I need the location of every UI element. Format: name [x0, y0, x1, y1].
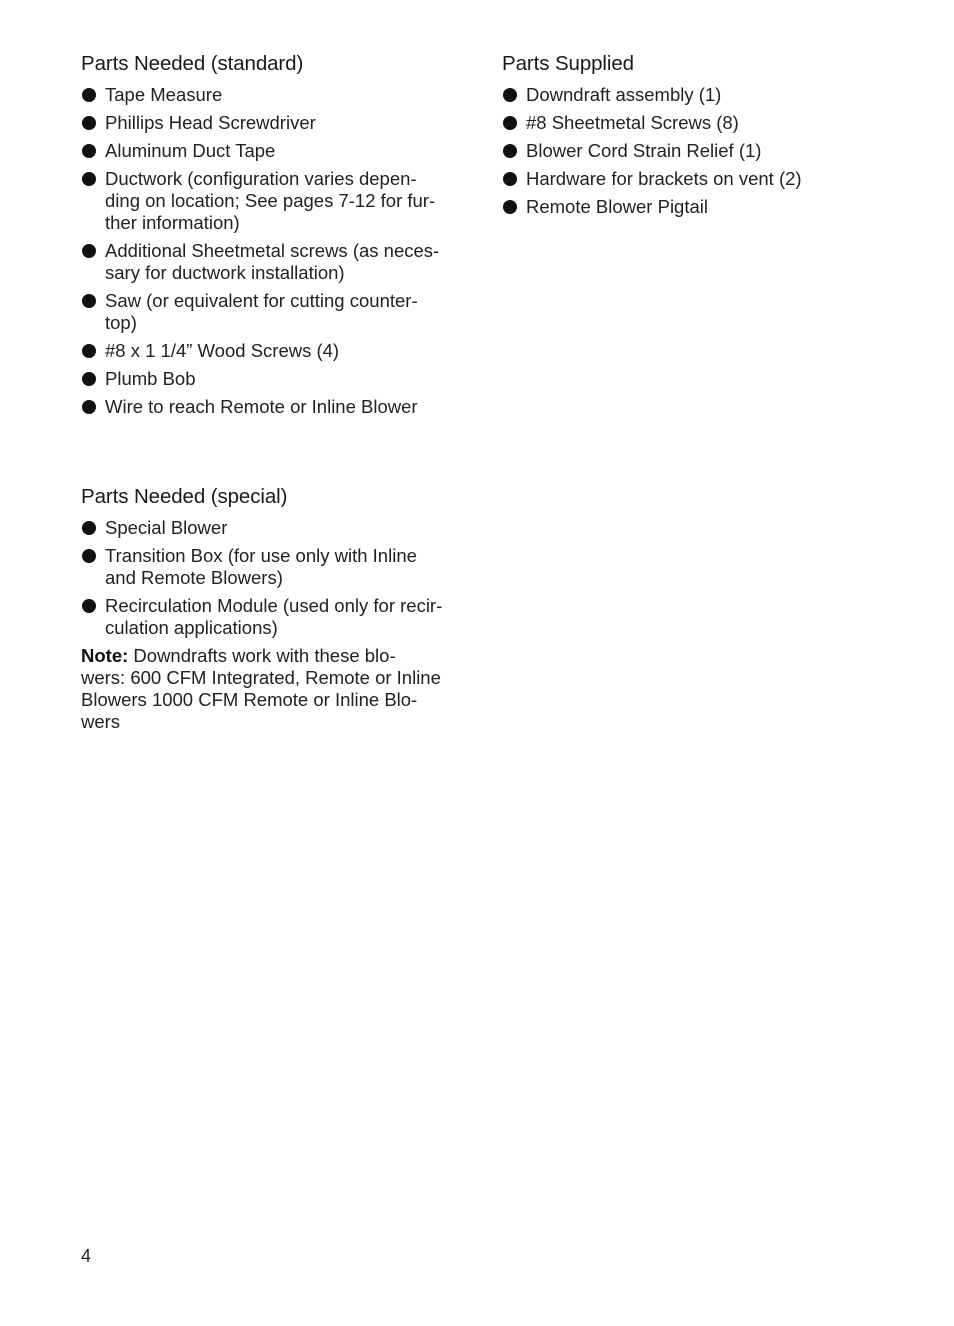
- bullet-icon: [503, 144, 517, 158]
- list-item-text: Blower Cord Strain Relief (1): [526, 140, 762, 161]
- list-item: [502, 84, 902, 106]
- bullet-icon: [82, 521, 96, 535]
- note-line: wers: [81, 711, 121, 732]
- note-text: [81, 645, 461, 733]
- list-item-text: Remote Blower Pigtail: [526, 196, 708, 217]
- bullet-icon: [82, 144, 96, 158]
- list-item-text: #8 Sheetmetal Screws (8): [526, 112, 739, 133]
- note-line: wers: 600 CFM Integrated, Remote or Inline: [81, 667, 441, 688]
- list-item-text: ther information): [105, 212, 240, 233]
- note-line: Downdrafts work with these blo-: [128, 645, 396, 666]
- blower-note: [81, 645, 461, 733]
- list-item-text: Ductwork (configuration varies depen-: [105, 168, 417, 189]
- parts-supplied-section: [502, 50, 902, 224]
- list-item: [81, 112, 461, 134]
- list-item-text: sary for ductwork installation): [105, 262, 345, 283]
- list-item-text: Aluminum Duct Tape: [105, 140, 276, 161]
- bullet-icon: [503, 116, 517, 130]
- list-item-text: Plumb Bob: [105, 368, 196, 389]
- parts-list-special: [81, 517, 461, 639]
- note-line: Blowers 1000 CFM Remote or Inline Blo-: [81, 689, 418, 710]
- list-item-text: and Remote Blowers): [105, 567, 283, 588]
- bullet-icon: [82, 549, 96, 563]
- list-item-text: Hardware for brackets on vent (2): [526, 168, 802, 189]
- parts-list-supplied: [502, 84, 902, 218]
- section-heading-supplied: Parts Supplied: [502, 52, 634, 75]
- list-item: [81, 168, 461, 234]
- bullet-icon: [82, 599, 96, 613]
- bullet-icon: [82, 372, 96, 386]
- bullet-icon: [82, 344, 96, 358]
- list-item-text: ding on location; See pages 7-12 for fur-: [105, 190, 436, 211]
- list-item: [81, 340, 461, 362]
- list-item-text: Downdraft assembly (1): [526, 84, 722, 105]
- bullet-icon: [82, 400, 96, 414]
- note-label: Note:: [81, 645, 129, 666]
- bullet-icon: [503, 172, 517, 186]
- list-item: [502, 112, 902, 134]
- parts-needed-special-section: [81, 483, 461, 733]
- section-heading-special: Parts Needed (special): [81, 485, 288, 508]
- list-item-text: top): [105, 312, 137, 333]
- list-item-text: Transition Box (for use only with Inline: [105, 545, 417, 566]
- list-item: [502, 196, 902, 218]
- parts-list-standard: [81, 84, 461, 418]
- list-item: [81, 595, 461, 639]
- bullet-icon: [82, 116, 96, 130]
- list-item-text: Phillips Head Screwdriver: [105, 112, 316, 133]
- list-item-text: Wire to reach Remote or Inline Blower: [105, 396, 418, 417]
- list-item-text: Additional Sheetmetal screws (as neces-: [105, 240, 440, 261]
- list-item: [81, 517, 461, 539]
- list-item-text: Special Blower: [105, 517, 228, 538]
- page-number: 4: [81, 1246, 92, 1266]
- list-item: [502, 140, 902, 162]
- bullet-icon: [82, 172, 96, 186]
- list-item: [81, 140, 461, 162]
- parts-needed-standard-section: [81, 50, 461, 424]
- list-item-text: Tape Measure: [105, 84, 223, 105]
- bullet-icon: [503, 200, 517, 214]
- list-item-text: #8 x 1 1/4” Wood Screws (4): [105, 340, 340, 361]
- list-item: [81, 545, 461, 589]
- bullet-icon: [82, 244, 96, 258]
- bullet-icon: [82, 88, 96, 102]
- list-item: [81, 240, 461, 284]
- list-item: [81, 368, 461, 390]
- bullet-icon: [503, 88, 517, 102]
- bullet-icon: [82, 294, 96, 308]
- list-item: [502, 168, 902, 190]
- list-item: [81, 84, 461, 106]
- list-item: [81, 396, 461, 418]
- list-item-text: Saw (or equivalent for cutting counter-: [105, 290, 418, 311]
- section-heading-standard: Parts Needed (standard): [81, 52, 304, 75]
- list-item-text: Recirculation Module (used only for recir-: [105, 595, 443, 616]
- list-item-text: culation applications): [105, 617, 278, 638]
- list-item: [81, 290, 461, 334]
